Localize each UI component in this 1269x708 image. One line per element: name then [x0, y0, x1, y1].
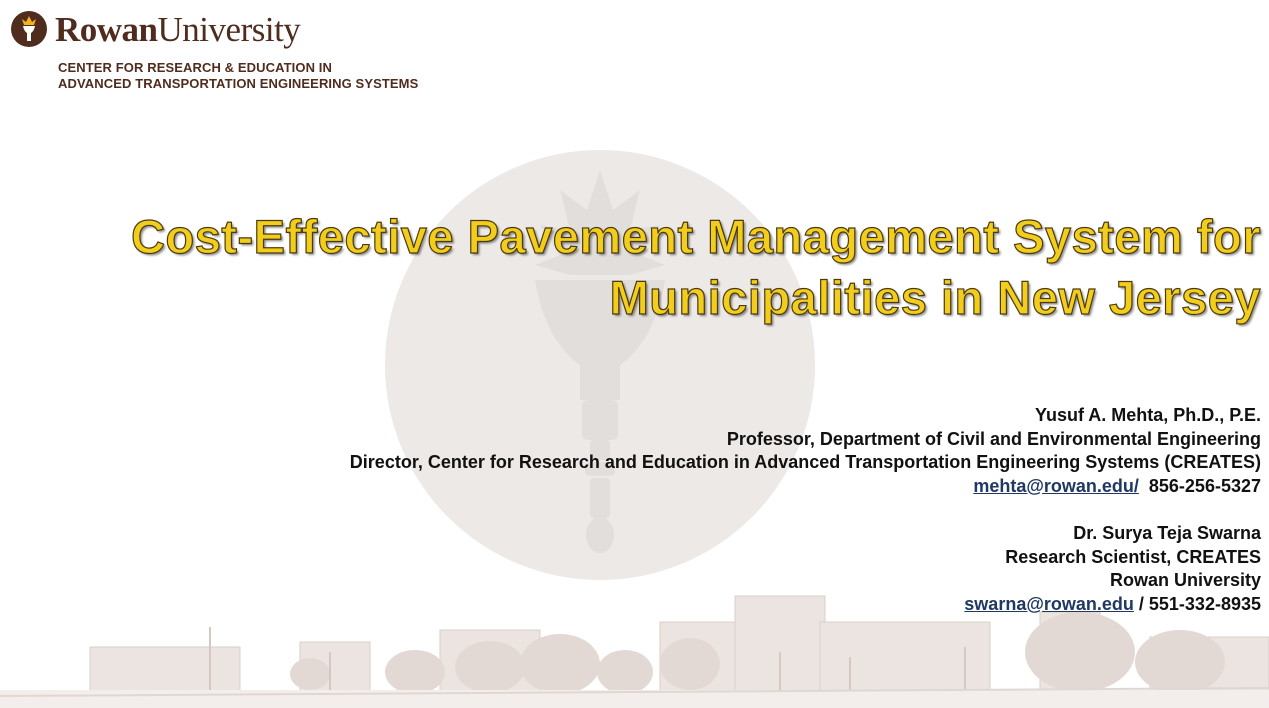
title-line2: Municipalities in New Jersey	[609, 271, 1261, 324]
title-line1: Cost-Effective Pavement Management System for	[131, 210, 1261, 263]
author2-phone: / 551-332-8935	[1133, 593, 1261, 614]
university-wordmark: RowanUniversity	[55, 10, 301, 49]
author2-email-link[interactable]: swarna@rowan.edu	[964, 593, 1134, 614]
center-name-line1: CENTER FOR RESEARCH & EDUCATION IN	[58, 60, 333, 75]
author1-contact	[350, 475, 1261, 499]
author1-phone: 856-256-5327	[1138, 475, 1261, 496]
author1-role1: Professor, Department of Civil and Environmental Engineering	[726, 428, 1261, 449]
author2-role: Research Scientist, CREATES	[1005, 546, 1261, 567]
author1-name: Yusuf A. Mehta, Ph.D., P.E.	[1034, 405, 1261, 425]
author-info	[350, 404, 1261, 616]
center-name-line2: ADVANCED TRANSPORTATION ENGINEERING SYSTEMS	[58, 76, 419, 91]
author2-org: Rowan University	[1109, 570, 1261, 590]
slide-title	[1, 206, 1261, 328]
author1-role2: Director, Center for Research and Education in Advanced Transportation Engineering Systems (CREATES)	[349, 452, 1261, 472]
author2-name: Dr. Surya Teja Swarna	[1073, 523, 1261, 543]
torch-icon	[10, 10, 48, 48]
author2-contact	[350, 593, 1261, 617]
author2-block	[350, 522, 1261, 616]
author1-email-link[interactable]: mehta@rowan.edu/	[973, 475, 1139, 496]
center-name	[58, 60, 418, 92]
